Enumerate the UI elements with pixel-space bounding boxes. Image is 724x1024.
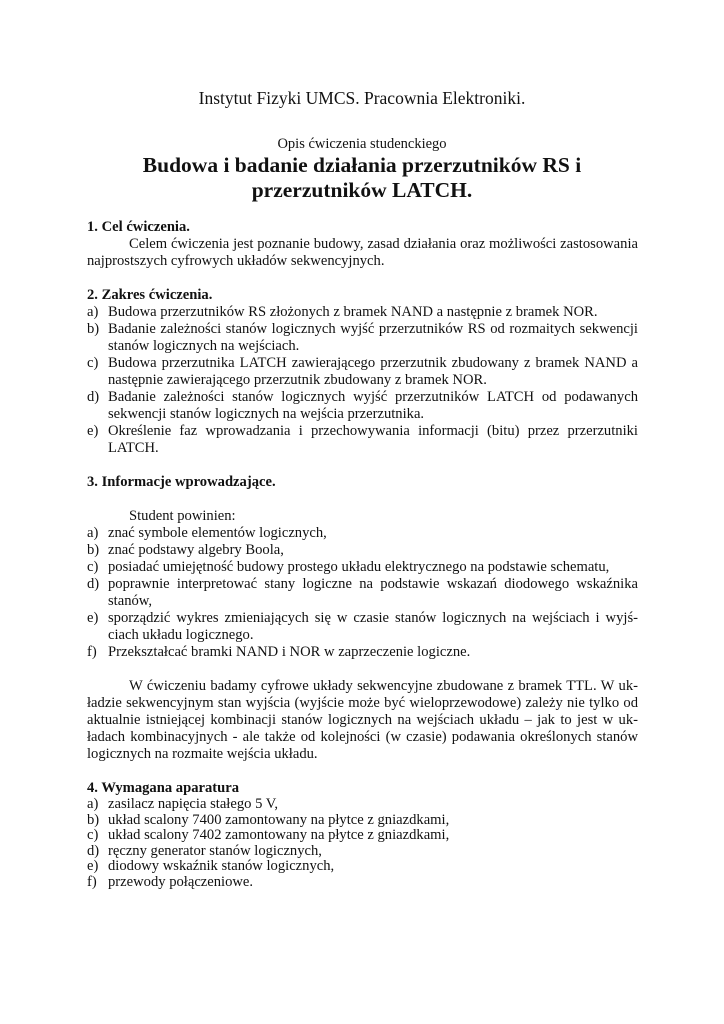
- list-item: f) Przekształcać bramki NAND i NOR w zaprzeczenie logiczne.: [87, 644, 471, 660]
- list-item: c) układ scalony 7402 zamontowany na płytce z gniazdkami,: [87, 827, 450, 844]
- list-item: e) sporządzić wykres zmieniających się w czasie stanów logicznych na wejściach i wyjś-ciach układu logicznego.: [87, 610, 638, 643]
- list-item: d) ręczny generator stanów logicznych,: [87, 842, 322, 859]
- sequential-circuits-paragraph: W ćwiczeniu badamy cyfrowe układy sekwencyjne zbudowane z bramek TTL. W uk-ładzie sekwencyjnym stan wyjścia (wyjście może być wieloprzewodowe) zależy nie tylko od aktualnie istniejącej kombinacji stanów logicznych na wejściach układu – jak to jest w uk-ładach kombinacyjnych - ale także od kolejności (w czasie) podawania określonych stanów logicznych na rozmaite wejścia układu.: [87, 678, 638, 762]
- section-heading-intro: 3. Informacje wprowadzające.: [87, 474, 276, 490]
- document-subtitle: Opis ćwiczenia studenckiego: [277, 136, 447, 152]
- section-heading-goal: 1. Cel ćwiczenia.: [87, 219, 190, 235]
- list-item: c) posiadać umiejętność budowy prostego układu elektrycznego na podstawie schematu,: [87, 559, 610, 575]
- section-heading-scope: 2. Zakres ćwiczenia.: [87, 287, 213, 303]
- list-item: a) znać symbole elementów logicznych,: [87, 525, 327, 541]
- list-item: c) Budowa przerzutnika LATCH zawierającego przerzutnik zbudowany z bramek NAND a następnie zawierającego przerzutnik zbudowany z bramek NOR.: [87, 355, 638, 388]
- document-body: [87, 219, 638, 891]
- list-item: e) diodowy wskaźnik stanów logicznych,: [87, 858, 335, 875]
- requirements-list: [87, 525, 638, 661]
- list-item: b) znać podstawy algebry Boola,: [87, 542, 284, 558]
- institute-header: Instytut Fizyki UMCS. Pracownia Elektroniki.: [198, 88, 526, 108]
- section-goal-text: Celem ćwiczenia jest poznanie budowy, zasad działania oraz możliwości zastosowania najprostszych cyfrowych układów sekwencyjnych.: [87, 236, 638, 269]
- list-item: b) układ scalony 7400 zamontowany na płytce z gniazdkami,: [87, 811, 450, 828]
- student-intro: Student powinien:: [129, 508, 236, 524]
- list-item: a) zasilacz napięcia stałego 5 V,: [87, 796, 279, 812]
- list-item: b) Badanie zależności stanów logicznych wyjść przerzutników RS od rozmaitych sekwencji stanów logicznych na wejściach.: [87, 321, 638, 354]
- list-item: e) Określenie faz wprowadzania i przechowywania informacji (bitu) przez przerzutniki LATCH.: [87, 423, 638, 456]
- document-title: Budowa i badanie działania przerzutników RS i przerzutników LATCH.: [142, 153, 582, 202]
- list-item: a) Budowa przerzutników RS złożonych z bramek NAND a następnie z bramek NOR.: [87, 304, 598, 320]
- list-item: d) Badanie zależności stanów logicznych wyjść przerzutników LATCH od podawanych sekwencji stanów logicznych na wejścia przerzutnika.: [87, 389, 638, 422]
- section-heading-equipment: 4. Wymagana aparatura: [87, 780, 240, 796]
- scope-list: [87, 304, 638, 457]
- equipment-list: [87, 797, 638, 891]
- list-item: f) przewody połączeniowe.: [87, 873, 254, 890]
- list-item: d) poprawnie interpretować stany logiczne na podstawie wskazań diodowego wskaźnika stanów,: [87, 576, 638, 609]
